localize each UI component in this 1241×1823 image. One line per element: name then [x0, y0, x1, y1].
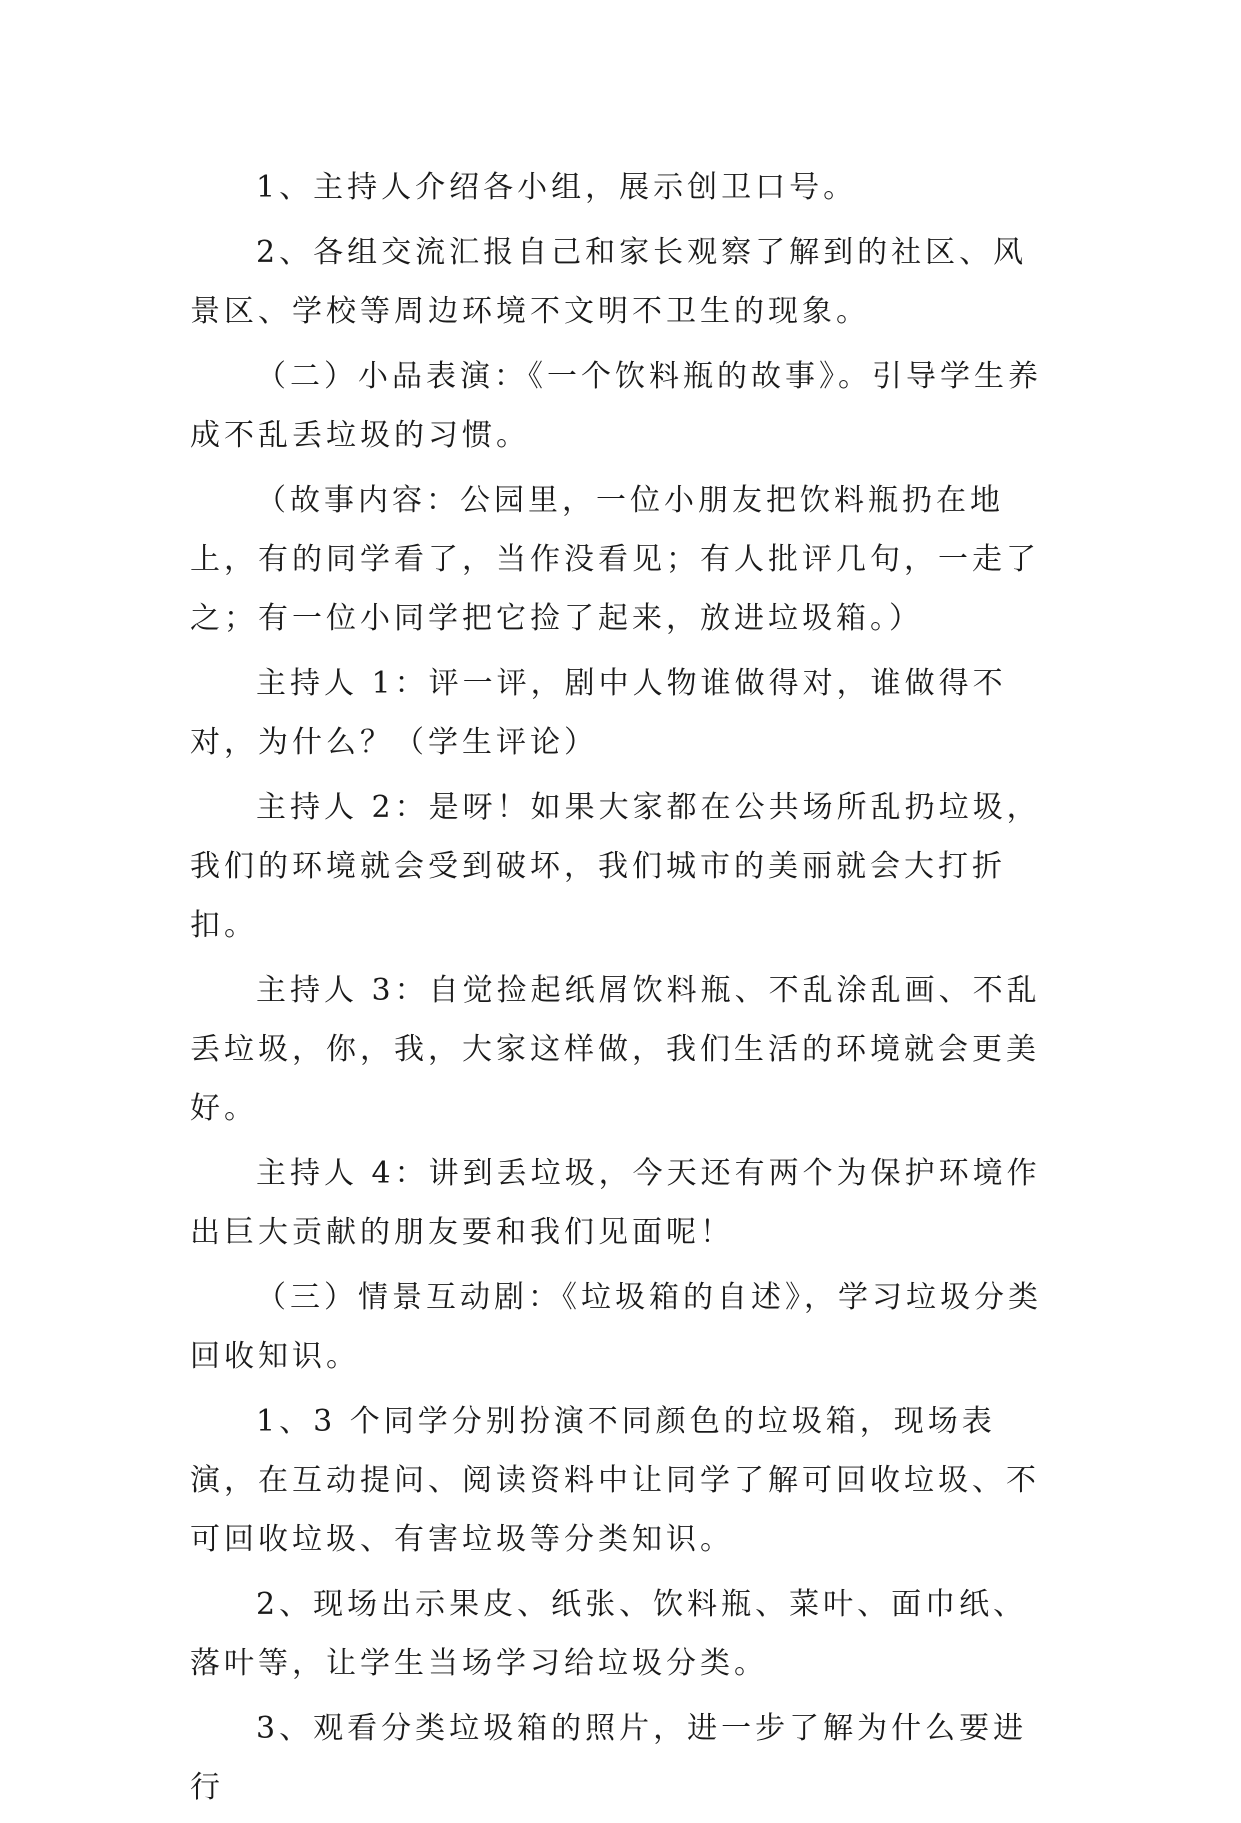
paragraph-2: 2、各组交流汇报自己和家长观察了解到的社区、风景区、学校等周边环境不文明不卫生的现象。: [190, 235, 1028, 329]
paragraph-11: 2、现场出示果皮、纸张、饮料瓶、菜叶、面巾纸、落叶等，让学生当场学习给垃圾分类。: [190, 1587, 1028, 1681]
paragraph-12: 3、观看分类垃圾箱的照片，进一步了解为什么要进行: [190, 1711, 1028, 1805]
paragraph-7: 主持人 3：自觉捡起纸屑饮料瓶、不乱涂乱画、不乱丢垃圾，你，我，大家这样做，我们生活的环境就会更美好。: [190, 973, 1041, 1126]
paragraph-8: 主持人 4：讲到丢垃圾，今天还有两个为保护环境作出巨大贡献的朋友要和我们见面呢！: [190, 1156, 1041, 1250]
paragraph-6: 主持人 2：是呀！如果大家都在公共场所乱扔垃圾，我们的环境就会受到破坏，我们城市的美丽就会大打折扣。: [190, 790, 1041, 943]
document-body: [190, 158, 1060, 1823]
paragraph-9: （三）情景互动剧：《垃圾箱的自述》，学习垃圾分类回收知识。: [190, 1280, 1042, 1374]
paragraph-1: 1、主持人介绍各小组，展示创卫口号。: [256, 170, 858, 205]
paragraph-3: （二）小品表演：《一个饮料瓶的故事》。引导学生养成不乱丢垃圾的习惯。: [190, 359, 1042, 453]
paragraph-10: 1、3 个同学分别扮演不同颜色的垃圾箱，现场表演，在互动提问、阅读资料中让同学了解可回收垃圾、不可回收垃圾、有害垃圾等分类知识。: [190, 1404, 1040, 1557]
paragraph-4: （故事内容：公园里，一位小朋友把饮料瓶扔在地上，有的同学看了，当作没看见；有人批评几句，一走了之；有一位小同学把它捡了起来，放进垃圾箱。）: [190, 483, 1040, 636]
paragraph-5: 主持人 1：评一评，剧中人物谁做得对，谁做得不对，为什么？（学生评论）: [190, 666, 1007, 760]
